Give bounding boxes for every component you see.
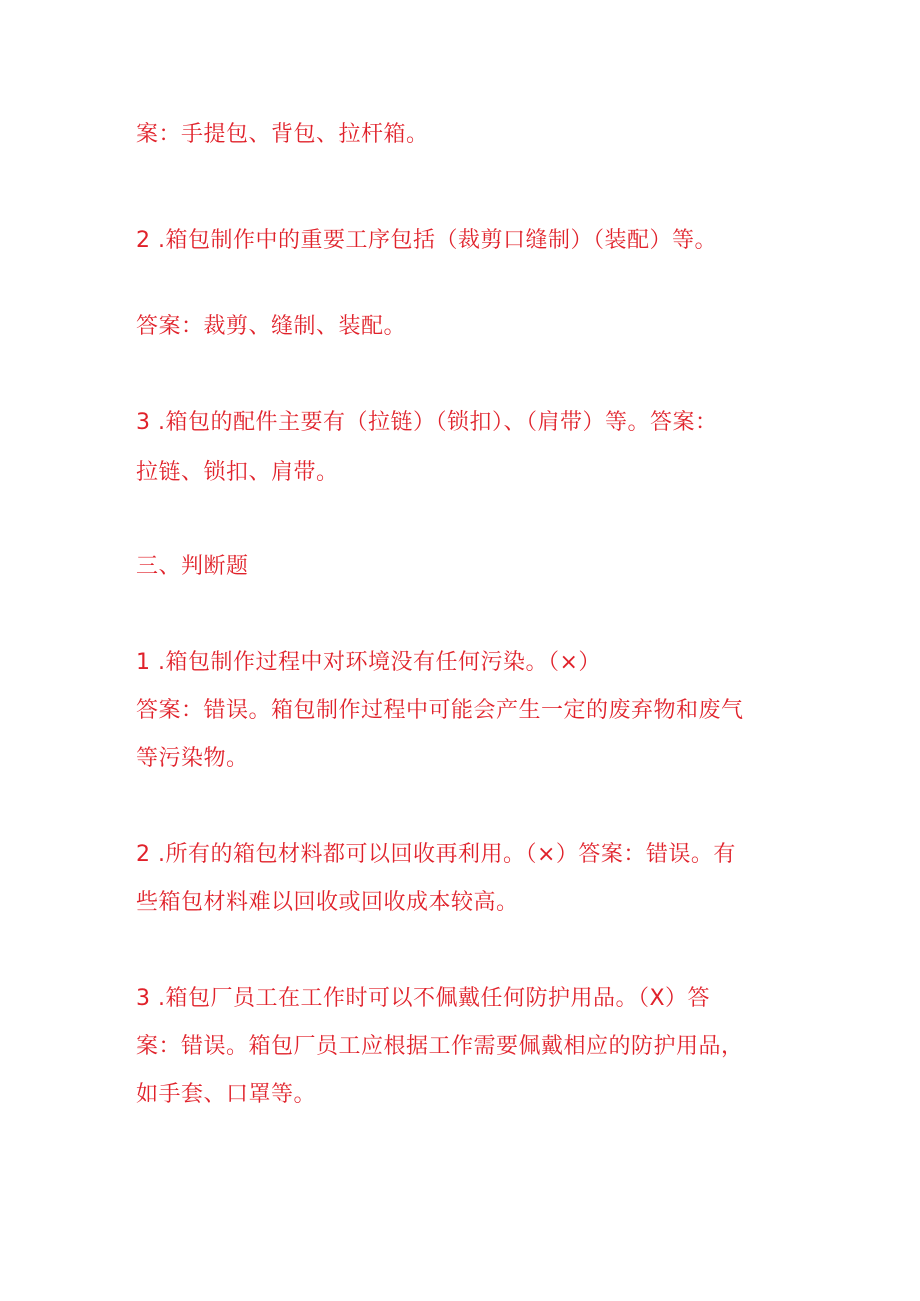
question-tf-1: 1 .箱包制作过程中对环境没有任何污染。（×） <box>136 650 601 675</box>
question-fill-2: 2 .箱包制作中的重要工序包括（裁剪口缝制）（装配）等。 <box>136 228 717 253</box>
answer-line-q1-continued: 案：手提包、背包、拉杆箱。 <box>136 122 429 147</box>
question-tf-3-line-1: 3 .箱包厂员工在工作时可以不佩戴任何防护用品。（X）答 <box>136 986 711 1011</box>
question-tf-2-line-1: 2 .所有的箱包材料都可以回收再利用。（×）答案：错误。有 <box>136 842 736 867</box>
question-fill-3: 3 .箱包的配件主要有（拉链）（锁扣）、（肩带）等。答案： <box>136 410 718 435</box>
answer-tf-1-line-2: 等污染物。 <box>136 746 249 771</box>
question-tf-3-line-3: 如手套、口罩等。 <box>136 1082 317 1107</box>
question-tf-2-line-2: 些箱包材料难以回收或回收成本较高。 <box>136 890 519 915</box>
answer-tf-1-line-1: 答案：错误。箱包制作过程中可能会产生一定的废弃物和废气 <box>136 698 744 723</box>
section-heading-true-false: 三、判断题 <box>136 554 249 579</box>
answer-line-fill-3: 拉链、锁扣、肩带。 <box>136 460 339 485</box>
question-tf-3-line-2: 案：错误。箱包厂员工应根据工作需要佩戴相应的防护用品， <box>136 1034 744 1059</box>
answer-line-fill-2: 答案：裁剪、缝制、装配。 <box>136 314 407 339</box>
